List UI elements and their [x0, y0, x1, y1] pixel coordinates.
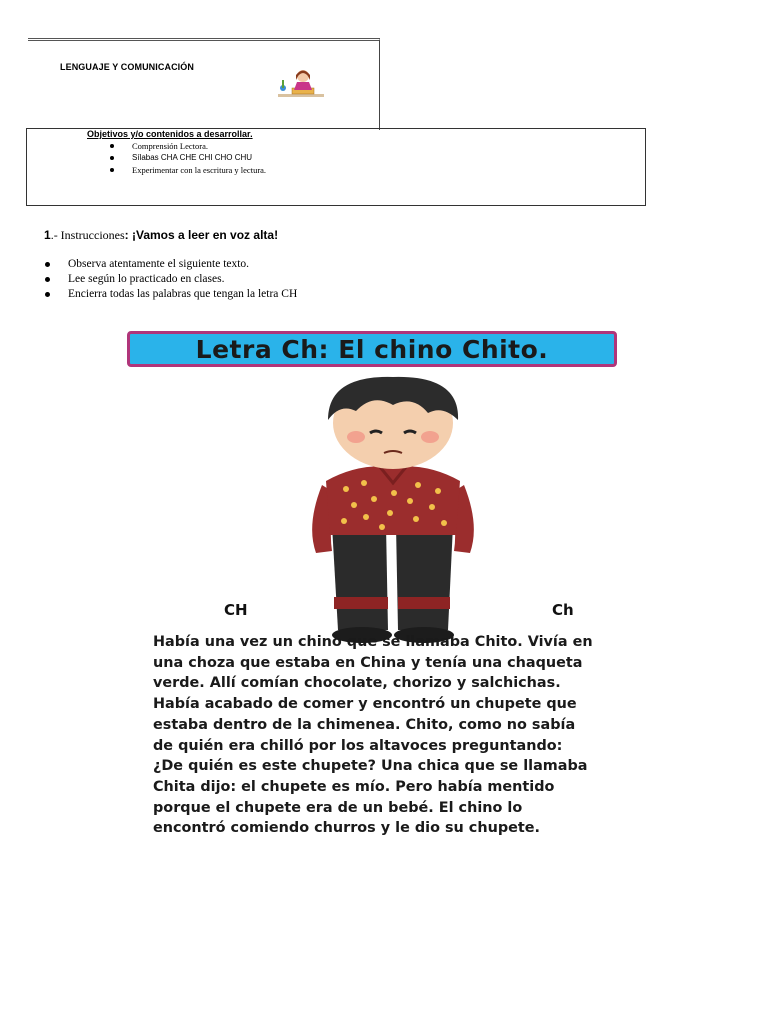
objective-item [110, 153, 252, 162]
story-line: Había acabado de comer y encontró un chupete que [153, 696, 577, 713]
title-banner [127, 331, 617, 367]
instruction-headline: : ¡Vamos a leer en voz alta! [124, 228, 279, 242]
instruction-step [45, 258, 249, 270]
objective-item [110, 165, 266, 175]
story-line: de quién era chilló por los altavoces preguntando: [153, 737, 563, 754]
bullet-icon [45, 292, 50, 297]
objective-text: Experimentar con la escritura y lectura. [132, 165, 267, 175]
bullet-icon [110, 168, 114, 172]
objective-item [110, 141, 208, 151]
story-line: verde. Allí comían chocolate, chorizo y salchichas. [153, 675, 561, 692]
header-box [28, 38, 380, 130]
story-line: ¿De quién es este chupete? Una chica que se llamaba [153, 758, 588, 775]
bullet-icon [45, 262, 50, 267]
instruction-number: 1 [44, 228, 51, 242]
story-text [153, 632, 653, 839]
boy-character-illustration [298, 375, 488, 645]
story-line: encontró comiendo churros y le dio su chupete. [153, 820, 540, 837]
bullet-icon [45, 277, 50, 282]
step-text: Encierra todas las palabras que tengan la letra CH [68, 288, 298, 300]
banner-title: Letra Ch: El chino Chito. [195, 334, 549, 364]
story-line: estaba dentro de la chimenea. Chito, como no sabía [153, 716, 576, 733]
subject-title: LENGUAJE Y COMUNICACIÓN [60, 62, 194, 72]
step-text: Observa atentamente el siguiente texto. [68, 258, 250, 270]
instruction-prefix: .- Instrucciones [50, 228, 125, 242]
story-line: Chita dijo: el chupete es mío. Pero había mentido [153, 778, 555, 795]
story-line: porque el chupete era de un bebé. El chino lo [153, 799, 523, 816]
instructions-heading [44, 228, 278, 243]
step-text: Lee según lo practicado en clases. [68, 273, 225, 285]
bullet-icon [110, 144, 114, 148]
label-ch-uppercase: CH [224, 601, 248, 619]
story-line: una choza que estaba en China y tenía una chaqueta [153, 654, 583, 671]
label-ch-lowercase: Ch [552, 601, 574, 619]
student-reading-icon [276, 66, 326, 100]
bullet-icon [110, 156, 114, 160]
objective-text: Comprensión Lectora. [132, 141, 209, 151]
instruction-step [45, 273, 224, 285]
instruction-step [45, 288, 297, 300]
objectives-heading: Objetivos y/o contenidos a desarrollar. [87, 129, 253, 139]
objective-text: Sílabas CHA CHE CHI CHO CHU [132, 153, 253, 162]
story-line: Había una vez un chino que se llamaba Chito. Vivía en [153, 634, 593, 650]
